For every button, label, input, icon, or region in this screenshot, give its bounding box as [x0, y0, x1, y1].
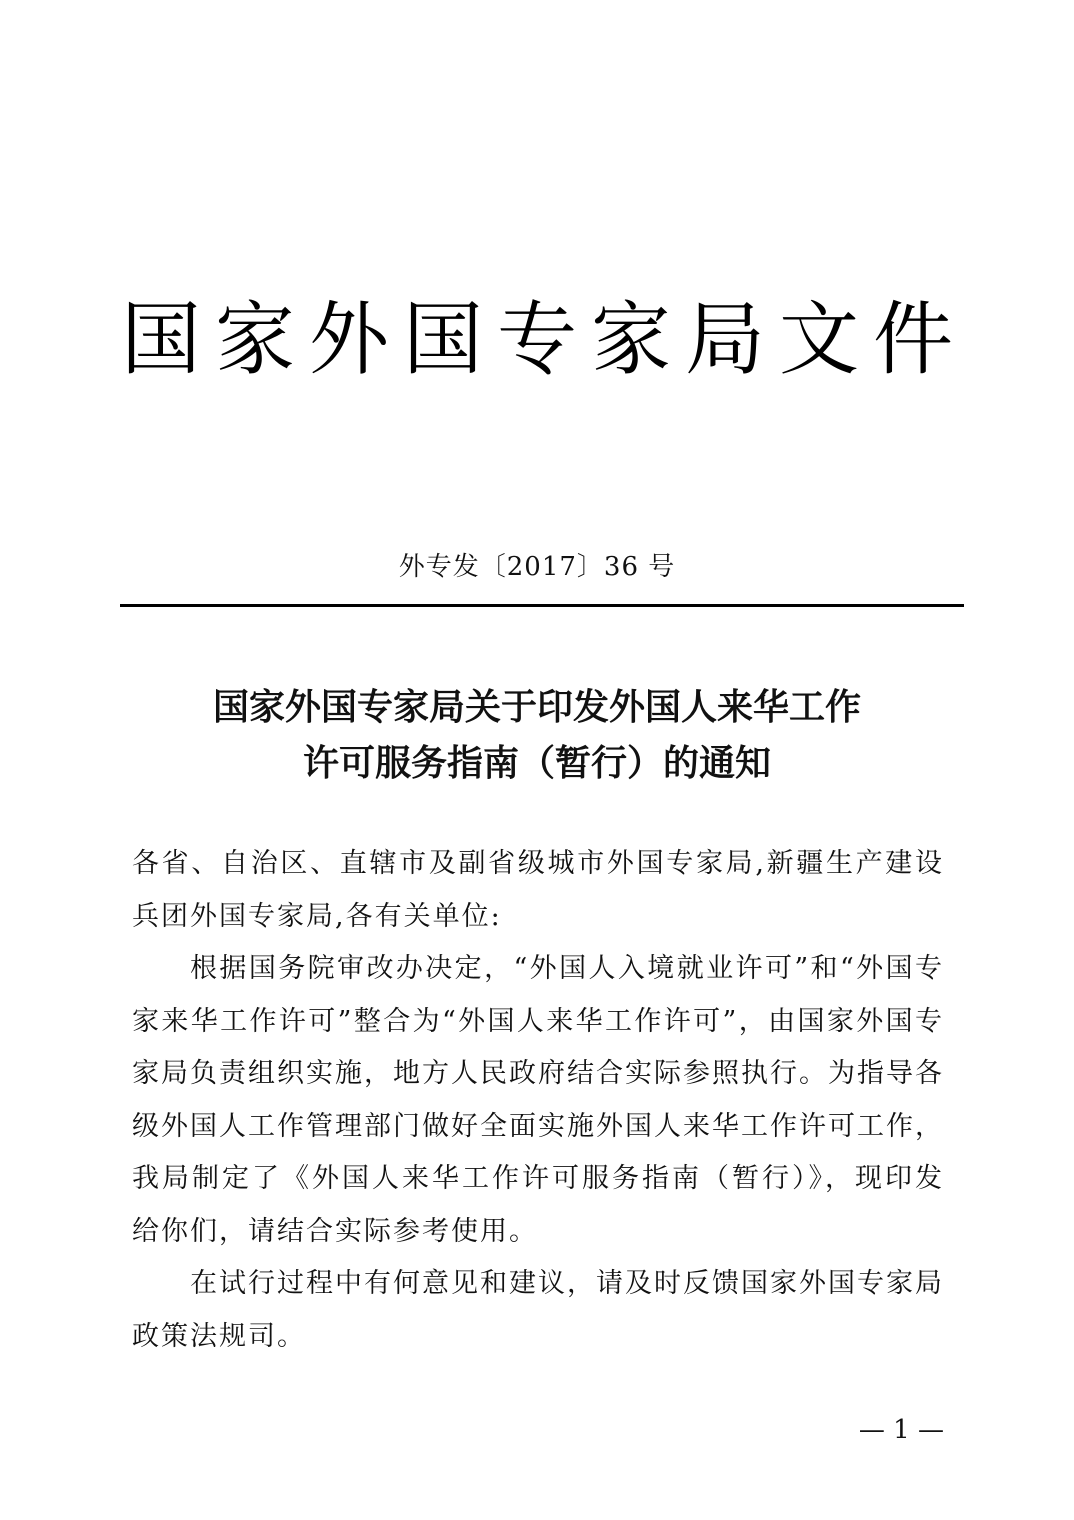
- title-line-1: 国家外国专家局关于印发外国人来华工作: [212, 687, 861, 728]
- document-masthead: 国家外国专家局文件: [121, 293, 967, 386]
- document-title: [0, 680, 1074, 792]
- document-body: [132, 838, 944, 1363]
- header-divider-line: [120, 604, 964, 607]
- body-paragraph-2: 在试行过程中有何意见和建议，请及时反馈国家外国专家局政策法规司。: [132, 1268, 944, 1352]
- body-paragraph-1: 根据国务院审改办决定，“外国人入境就业许可”和“外国专家来华工作许可”整合为“外国人来华工作许可”，由国家外国专家局负责组织实施，地方人民政府结合实际参照执行。为指导各级外国人工作管理部门做好全面实施外国人来华工作许可工作，我局制定了《外国人来华工作许可服务指南（暂行）》，现印发给你们，请结合实际参考使用。: [132, 953, 944, 1247]
- salutation: 各省、自治区、直辖市及副省级城市外国专家局,新疆生产建设兵团外国专家局,各有关单位:: [132, 848, 944, 932]
- page-number: — 1 —: [858, 1415, 944, 1445]
- title-line-2: 许可服务指南（暂行）的通知: [302, 743, 771, 784]
- document-number: 外专发〔2017〕36 号: [398, 552, 676, 582]
